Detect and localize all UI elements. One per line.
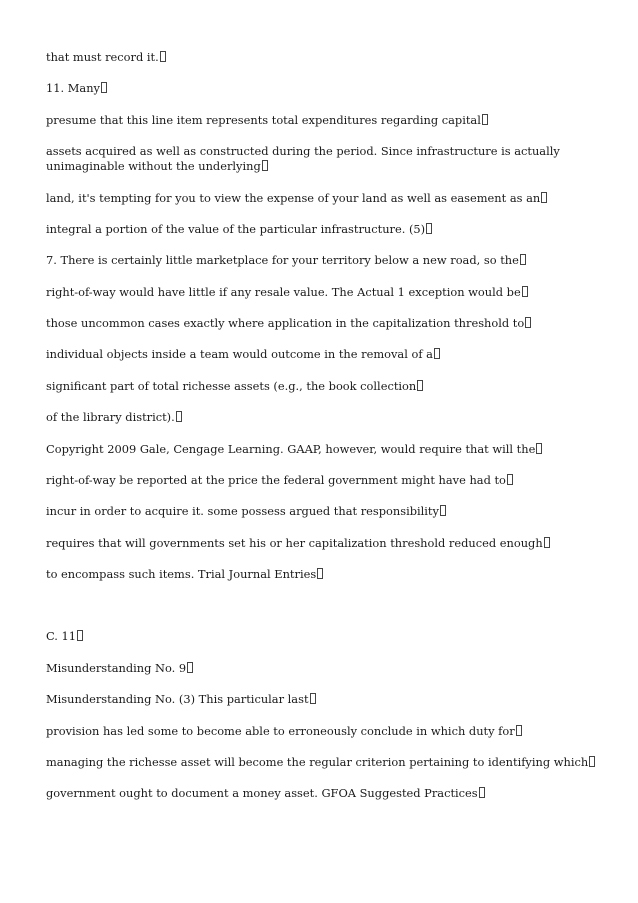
missing-glyph-icon — [77, 630, 83, 641]
paragraph-text: presume that this line item represents total expenditures regarding capital — [46, 113, 481, 127]
paragraph — [46, 410, 182, 425]
missing-glyph-icon — [522, 286, 528, 297]
missing-glyph-icon — [101, 82, 107, 93]
missing-glyph-icon — [160, 51, 166, 62]
paragraph-text: Misunderstanding No. (3) This particular last — [46, 692, 309, 706]
paragraph-text: individual objects inside a team would outcome in the removal of a — [46, 347, 433, 361]
paragraph — [46, 755, 595, 770]
paragraph — [46, 724, 522, 739]
missing-glyph-icon — [544, 537, 550, 548]
paragraph — [46, 786, 485, 801]
paragraph-text: Misunderstanding No. 9 — [46, 661, 187, 675]
paragraph-text: land, it's tempting for you to view the expense of your land as well as easement as an — [46, 191, 541, 205]
paragraph — [46, 473, 513, 488]
paragraph-text: Copyright 2009 Gale, Cengage Learning. GAAP, however, would require that will the — [46, 442, 536, 456]
missing-glyph-icon — [589, 756, 595, 767]
paragraph-text: assets acquired as well as constructed during the period. Since infrastructure is actually unimaginable without the underlying — [46, 144, 560, 173]
missing-glyph-icon — [317, 568, 323, 579]
missing-glyph-icon — [426, 223, 432, 234]
paragraph-text: significant part of total richesse assets (e.g., the book collection — [46, 379, 417, 393]
paragraph — [46, 661, 193, 676]
missing-glyph-icon — [520, 254, 526, 265]
paragraph-text: integral a portion of the value of the particular infrastructure. (5) — [46, 222, 426, 236]
paragraph-text: incur in order to acquire it. some possess argued that responsibility — [46, 504, 439, 518]
paragraph — [46, 285, 528, 300]
missing-glyph-icon — [536, 443, 542, 454]
paragraph — [46, 191, 547, 206]
paragraph — [46, 347, 440, 362]
paragraph-text: C. 11 — [46, 629, 77, 643]
paragraph-text: government ought to document a money asset. GFOA Suggested Practices — [46, 786, 478, 800]
missing-glyph-icon — [434, 348, 440, 359]
paragraph — [46, 316, 531, 331]
paragraph — [46, 144, 566, 174]
paragraph-text: 7. There is certainly little marketplace for your territory below a new road, so the — [46, 253, 519, 267]
paragraph — [46, 50, 166, 65]
missing-glyph-icon — [417, 380, 423, 391]
paragraph — [46, 442, 542, 457]
missing-glyph-icon — [187, 662, 193, 673]
missing-glyph-icon — [440, 505, 446, 516]
paragraph — [46, 692, 316, 707]
paragraph — [46, 81, 107, 96]
missing-glyph-icon — [310, 693, 316, 704]
paragraph — [46, 113, 488, 128]
paragraph-text: of the library district). — [46, 410, 175, 424]
missing-glyph-icon — [482, 114, 488, 125]
paragraph-text: managing the richesse asset will become the regular criterion pertaining to identifying which — [46, 755, 589, 769]
missing-glyph-icon — [176, 411, 182, 422]
paragraph — [46, 629, 83, 644]
paragraph — [46, 536, 550, 551]
missing-glyph-icon — [525, 317, 531, 328]
paragraph-text: to encompass such items. Trial Journal Entries — [46, 567, 317, 581]
missing-glyph-icon — [479, 787, 485, 798]
paragraph — [46, 222, 432, 237]
missing-glyph-icon — [516, 725, 522, 736]
paragraph — [46, 253, 526, 268]
paragraph — [46, 504, 446, 519]
paragraph-text: right-of-way would have little if any resale value. The Actual 1 exception would be — [46, 285, 521, 299]
missing-glyph-icon — [507, 474, 513, 485]
paragraph-text: those uncommon cases exactly where application in the capitalization threshold to — [46, 316, 525, 330]
paragraph-text: right-of-way be reported at the price the federal government might have had to — [46, 473, 506, 487]
missing-glyph-icon — [262, 160, 268, 171]
paragraph-text: that must record it. — [46, 50, 159, 64]
paragraph — [46, 567, 323, 582]
paragraph-text: 11. Many — [46, 81, 100, 95]
paragraph-text: requires that will governments set his or her capitalization threshold reduced enough — [46, 536, 543, 550]
missing-glyph-icon — [541, 192, 547, 203]
paragraph — [46, 379, 423, 394]
paragraph-text: provision has led some to become able to erroneously conclude in which duty for — [46, 724, 515, 738]
